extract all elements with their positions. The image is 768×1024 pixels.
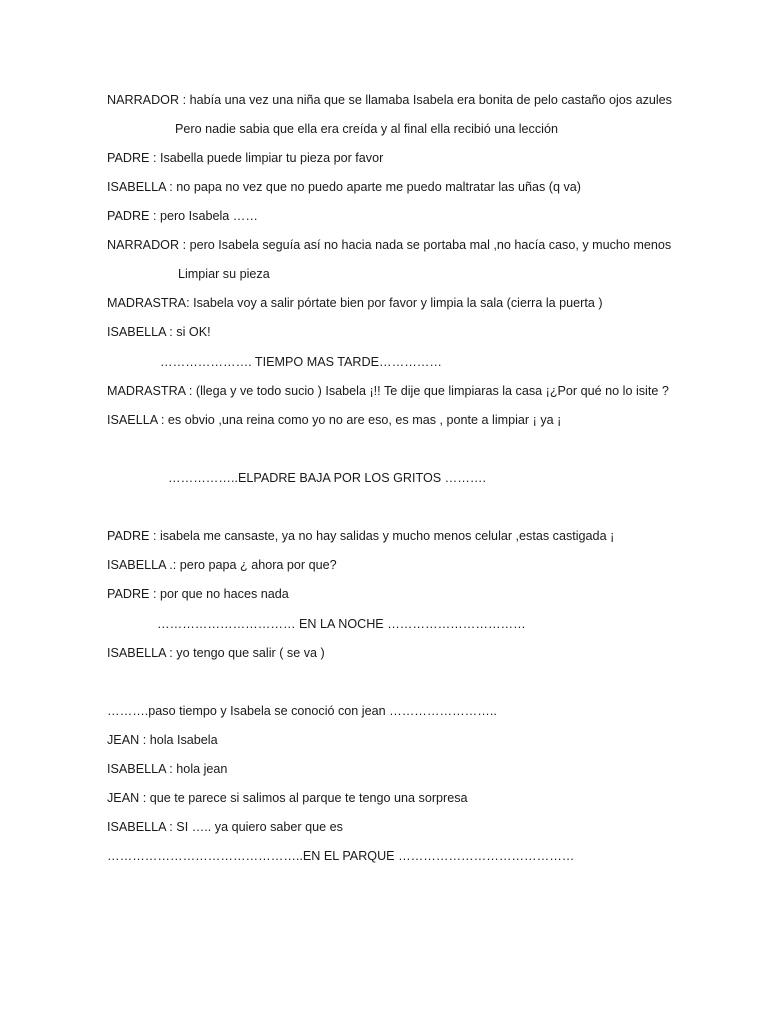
scene-direction-en-la-noche: …………………………… EN LA NOCHE …………………………… xyxy=(157,617,526,631)
script-line-isabella-2: ISABELLA : si OK! xyxy=(107,325,211,339)
script-line-isaella: ISAELLA : es obvio ,una reina como yo no are eso, es mas , ponte a limpiar ¡ ya ¡ xyxy=(107,413,562,427)
script-line-narrador-2: NARRADOR : pero Isabela seguía así no hacia nada se portaba mal ,no hacía caso, y mucho menos xyxy=(107,238,672,252)
script-line-isabella-1: ISABELLA : no papa no vez que no puedo aparte me puedo maltratar las uñas (q va) xyxy=(107,180,581,194)
script-line-madrastra-1: MADRASTRA: Isabela voy a salir pórtate bien por favor y limpia la sala (cierra la puerta ) xyxy=(107,296,603,310)
scene-direction-padre-baja: ……………..ELPADRE BAJA POR LOS GRITOS ………. xyxy=(168,471,486,485)
script-line-isabella-4: ISABELLA : yo tengo que salir ( se va ) xyxy=(107,646,325,660)
script-line-isabella-5: ISABELLA : hola jean xyxy=(107,762,228,776)
script-line-narrador-intro: NARRADOR : había una vez una niña que se llamaba Isabela era bonita de pelo castaño ojos azules xyxy=(107,93,672,107)
script-line-madrastra-2: MADRASTRA : (llega y ve todo sucio ) Isabela ¡!! Te dije que limpiaras la casa ¡¿Por qué no lo isite ? xyxy=(107,384,669,398)
script-line-jean-1: JEAN : hola Isabela xyxy=(107,733,218,747)
script-line-isabella-3: ISABELLA .: pero papa ¿ ahora por que? xyxy=(107,558,337,572)
script-line-padre-4: PADRE : por que no haces nada xyxy=(107,587,289,601)
scene-direction-tiempo-mas-tarde: …………………. TIEMPO MAS TARDE…………… xyxy=(160,355,442,369)
script-line-padre-2: PADRE : pero Isabela …… xyxy=(107,209,258,223)
script-line-narrador-continued: Pero nadie sabia que ella era creída y al final ella recibió una lección xyxy=(175,122,558,136)
script-line-isabella-6: ISABELLA : SI ….. ya quiero saber que es xyxy=(107,820,343,834)
script-line-jean-2: JEAN : que te parece si salimos al parque te tengo una sorpresa xyxy=(107,791,468,805)
scene-direction-en-el-parque: ………………………………………..EN EL PARQUE …………………………………… xyxy=(107,849,575,863)
script-line-narrador-2-continued: Limpiar su pieza xyxy=(178,267,270,281)
script-line-padre-1: PADRE : Isabella puede limpiar tu pieza por favor xyxy=(107,151,384,165)
scene-direction-paso-tiempo: ……….paso tiempo y Isabela se conoció con jean …………………….. xyxy=(107,704,497,718)
script-line-padre-3: PADRE : isabela me cansaste, ya no hay salidas y mucho menos celular ,estas castigada ¡ xyxy=(107,529,615,543)
